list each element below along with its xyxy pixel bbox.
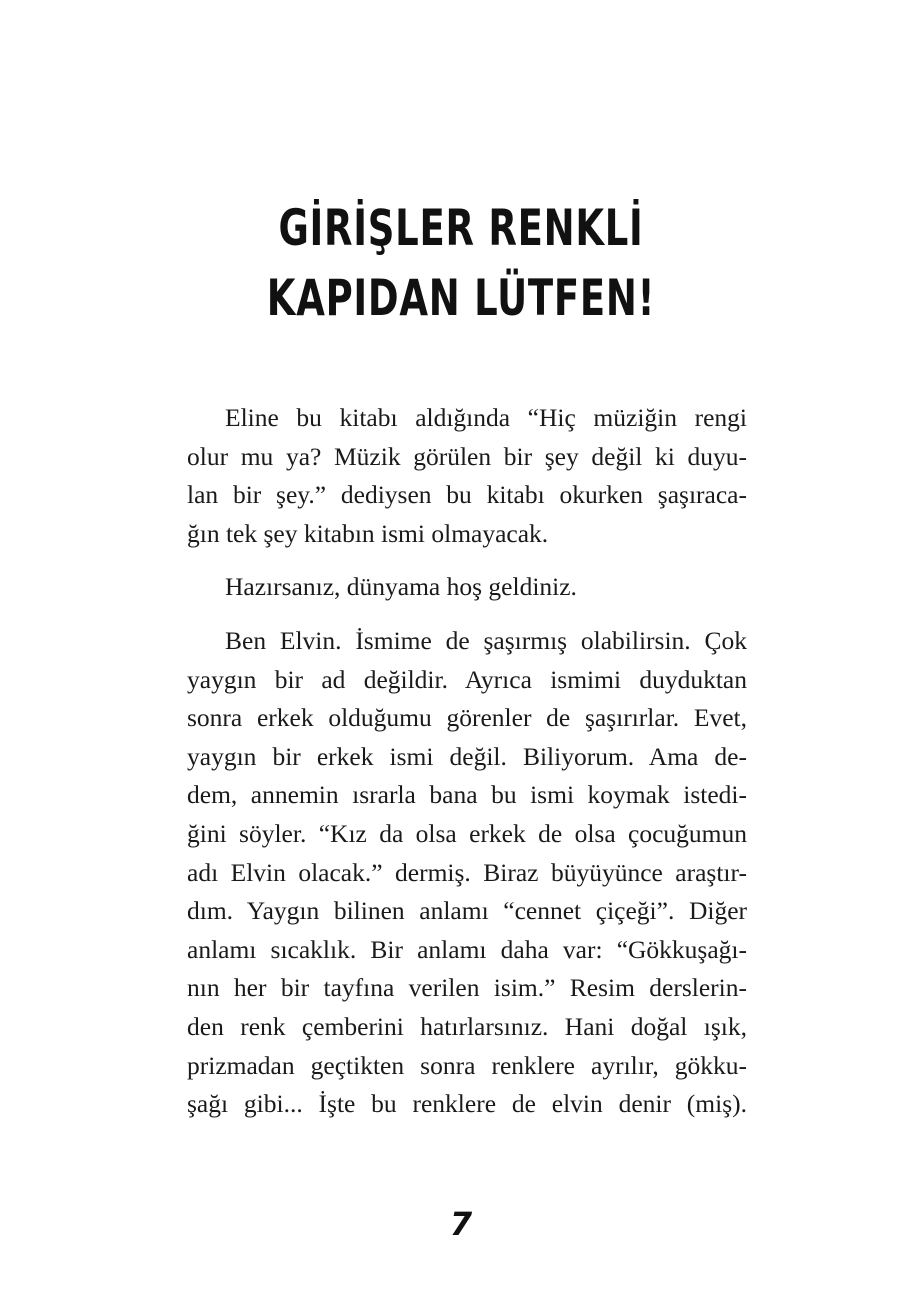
- text-line: anlamı sıcaklık. Bir anlamı daha var: “Gökkuşağı-: [187, 934, 747, 964]
- body-text: [187, 399, 747, 1124]
- text-line: adı Elvin olacak.” dermiş. Biraz büyüyünce araştır-: [187, 857, 747, 887]
- chapter-title-line-2: KAPIDAN LÜTFEN!: [266, 269, 656, 327]
- text-line: den renk çemberini hatırlarsınız. Hani doğal ışık,: [187, 1011, 747, 1041]
- text-line: ğini söyler. “Kız da olsa erkek de olsa çocuğumun: [187, 818, 747, 848]
- text-line: nın her bir tayfına verilen isim.” Resim derslerin-: [187, 973, 747, 1003]
- text-line: şağı gibi... İşte bu renklere de elvin denir (miş).: [187, 1089, 747, 1119]
- text-line: dem, annemin ısrarla bana bu ismi koymak istedi-: [187, 780, 747, 810]
- text-line: prizmadan geçtikten sonra renklere ayrılır, gökku-: [187, 1050, 747, 1080]
- text-line: Ben Elvin. İsmime de şaşırmış olabilirsin. Çok: [225, 625, 747, 655]
- text-line: yaygın bir ad değildir. Ayrıca ismimi duyduktan: [187, 664, 747, 694]
- text-line: Eline bu kitabı aldığında “Hiç müziğin rengi: [225, 403, 747, 432]
- text-line: olur mu ya? Müzik görülen bir şey değil ki duyu-: [187, 441, 747, 471]
- page-number: 7: [449, 1205, 473, 1243]
- paragraph-2: [187, 568, 747, 607]
- chapter-title: [120, 193, 802, 333]
- text-line: ğın tek şey kitabın ismi olmayacak.: [187, 518, 549, 548]
- paragraph-3: [187, 622, 747, 1124]
- text-line: Hazırsanız, dünyama hoş geldiniz.: [225, 572, 577, 602]
- text-line: dım. Yaygın bilinen anlamı “cennet çiçeği”. Diğer: [187, 896, 747, 926]
- chapter-title-line-1: GİRİŞLER RENKLİ: [278, 199, 644, 257]
- paragraph-1: [187, 399, 747, 553]
- text-line: lan bir şey.” dediysen bu kitabı okurken şaşıraca-: [187, 480, 747, 510]
- text-line: yaygın bir erkek ismi değil. Biliyorum. Ama de-: [187, 741, 747, 771]
- text-line: sonra erkek olduğumu görenler de şaşırırlar. Evet,: [187, 703, 747, 733]
